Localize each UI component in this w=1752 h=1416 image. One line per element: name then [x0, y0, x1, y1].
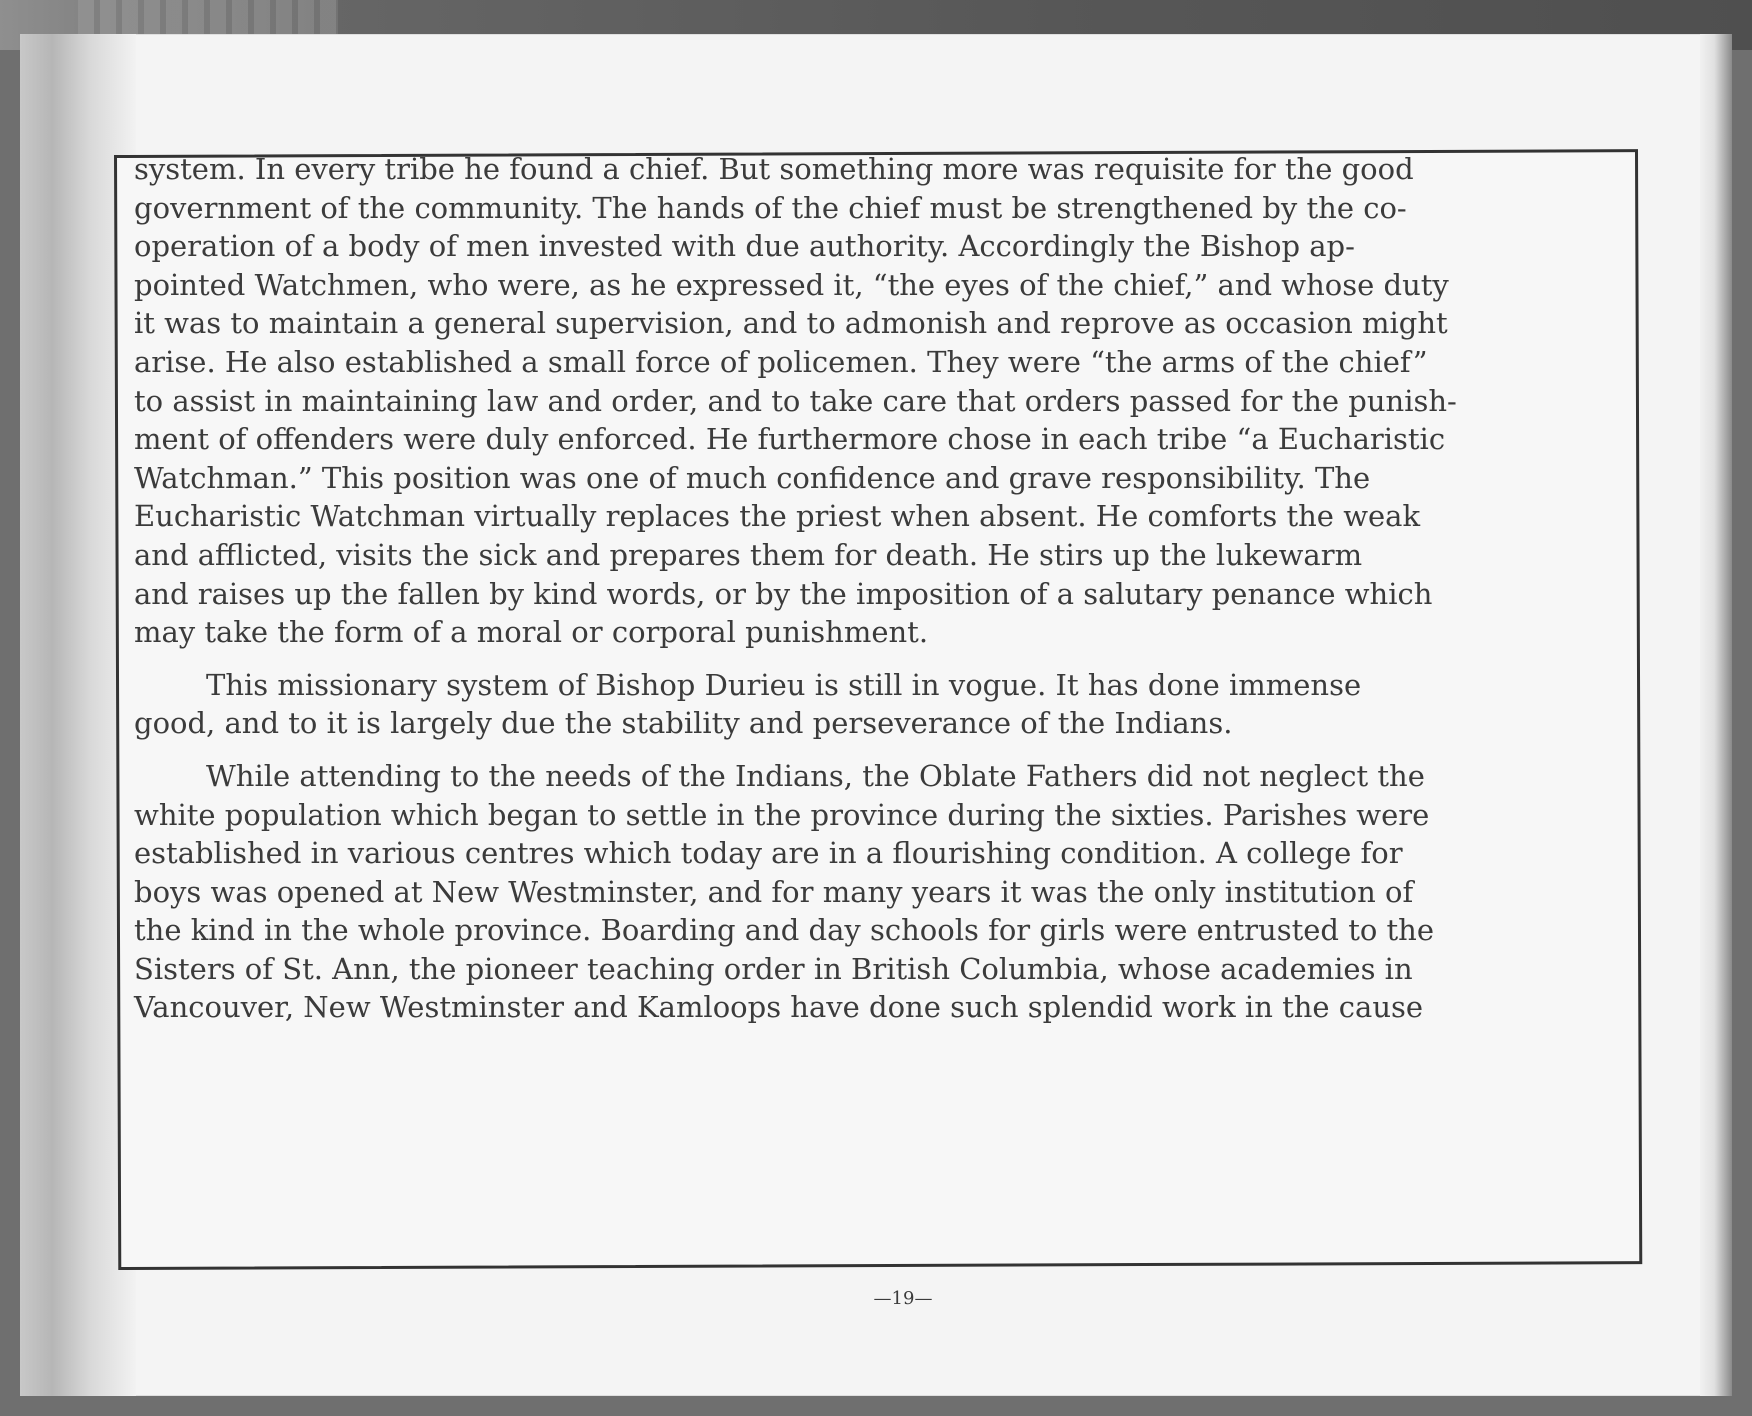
paragraph-1-line-12: and raises up the fallen by kind words, or by the imposition of a salutary penance which — [134, 576, 1433, 611]
paragraph-3-line-7: Vancouver, New Westminster and Kamloops have done such splendid work in the cause — [134, 990, 1424, 1025]
paragraph-2-line-1: This missionary system of Bishop Durieu is still in vogue. It has done immense — [206, 667, 1362, 702]
paragraph-1-line-6: arise. He also established a small force of policemen. They were “the arms of the chief” — [134, 344, 1428, 379]
paragraph-1-line-10: Eucharistic Watchman virtually replaces the priest when absent. He comforts the weak — [134, 499, 1421, 534]
paragraph-3-line-4: boys was opened at New Westminster, and for many years it was the only institution of — [134, 874, 1414, 909]
paragraph-1-line-3: operation of a body of men invested with due authority. Accordingly the Bishop ap- — [134, 229, 1355, 264]
page-number: —19— — [873, 1288, 933, 1309]
right-page-edge — [1700, 34, 1732, 1396]
paragraph-2-line-2: good, and to it is largely due the stability and perseverance of the Indians. — [134, 706, 1233, 741]
paragraph-3-line-5: the kind in the whole province. Boarding and day schools for girls were entrusted to the — [134, 913, 1435, 948]
paragraph-1-line-8: ment of offenders were duly enforced. He furthermore chose in each tribe “a Eucharistic — [134, 422, 1446, 457]
paragraph-1-line-1: system. In every tribe he found a chief. But something more was requisite for the good — [134, 152, 1414, 186]
document-text — [134, 150, 1457, 1027]
paragraph-gap-2 — [134, 743, 1434, 757]
paragraph-gap-1 — [134, 652, 1434, 666]
paragraph-3-line-3: established in various centres which today are in a flourishing condition. A college for — [134, 836, 1403, 871]
paragraph-1-line-13: may take the form of a moral or corporal punishment. — [134, 615, 929, 650]
paragraph-1-line-7: to assist in maintaining law and order, and to take care that orders passed for the punish- — [134, 383, 1457, 418]
paragraph-1-line-5: it was to maintain a general supervision, and to admonish and reprove as occasion might — [134, 306, 1448, 341]
paragraph-1-line-4: pointed Watchmen, who were, as he expressed it, “the eyes of the chief,” and whose duty — [134, 267, 1449, 302]
paragraph-3-line-2: white population which began to settle in the province during the sixties. Parishes were — [134, 797, 1430, 832]
scanned-page — [20, 34, 1732, 1396]
paragraph-3-line-1: While attending to the needs of the Indians, the Oblate Fathers did not neglect the — [206, 758, 1425, 793]
paragraph-1-line-9: Watchman.” This position was one of much confidence and grave responsibility. The — [134, 460, 1371, 495]
paragraph-1-line-11: and afflicted, visits the sick and prepares them for death. He stirs up the lukewarm — [134, 537, 1363, 572]
paragraph-3-line-6: Sisters of St. Ann, the pioneer teaching order in British Columbia, whose academies in — [134, 951, 1413, 986]
paragraph-1-line-2: government of the community. The hands of the chief must be strengthened by the co- — [134, 190, 1407, 225]
